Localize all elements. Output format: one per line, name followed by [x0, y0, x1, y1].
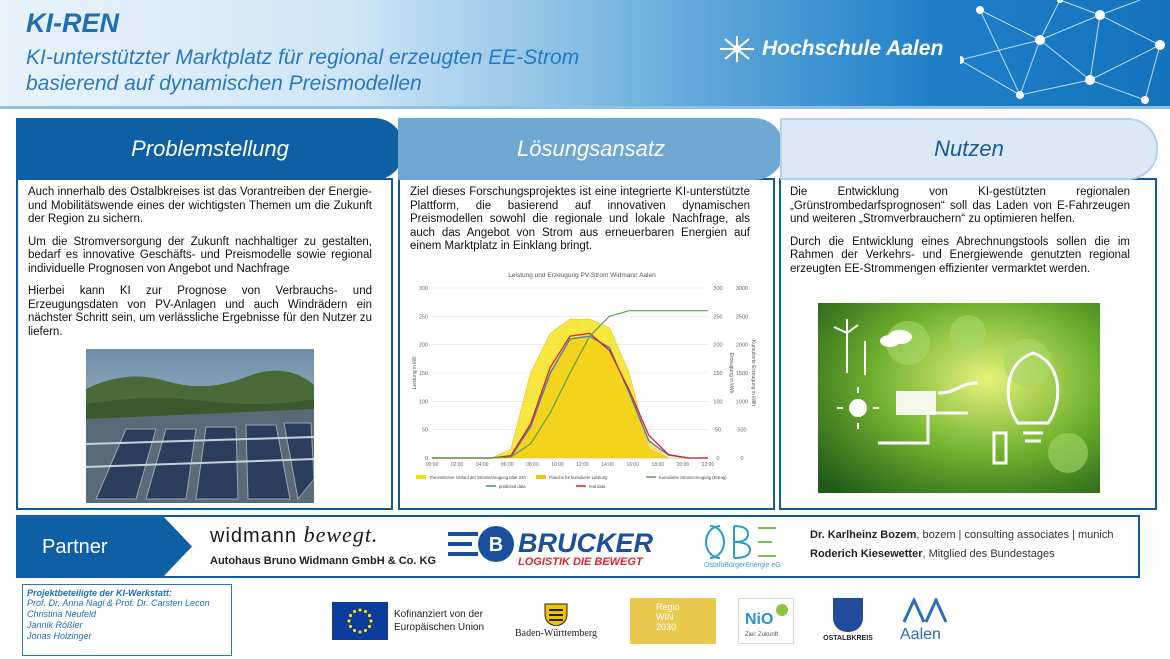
legend-swatch: [416, 475, 426, 479]
x-tick-label: 06:00: [501, 462, 514, 468]
bw-text: Baden-Württemberg: [514, 628, 597, 639]
x-tick-label: 10:00: [551, 462, 564, 468]
x-tick-label: 20:00: [676, 462, 690, 468]
svg-text:B: B: [488, 534, 504, 556]
problem-text: [28, 186, 372, 348]
x-tick-label: 12:00: [576, 462, 589, 468]
eu-funding-text: [394, 608, 484, 634]
header-banner: [0, 0, 1170, 106]
bw-logo: [506, 600, 606, 644]
eu-star: [364, 610, 367, 613]
team-member: Jannik Rößler: [27, 620, 83, 630]
subtitle-line-2: basierend auf dynamischen Preismodellen: [26, 72, 422, 95]
y3-tick-label: 2500: [735, 314, 749, 321]
y-tick-label: 300: [418, 286, 428, 292]
brucker-name: BRUCKER: [518, 528, 653, 558]
person-2-detail: , Mitglied des Bundestages: [922, 548, 1055, 560]
nio-subtext: Ziel: Zukunft: [745, 632, 779, 638]
team-member: Prof. Dr. Anna Nagl & Prof. Dr. Carsten Lecon: [27, 598, 210, 608]
y-axis-label: Leistung in kW: [412, 356, 418, 390]
x-tick-label: 22:00: [701, 462, 715, 468]
legend-label: Theoretischer Verlauf der Stromerzeugung über 24h: [429, 475, 526, 480]
eu-star: [353, 629, 356, 632]
y2-tick-label: 150: [713, 371, 723, 377]
legend-label: predicted data: [499, 484, 526, 489]
y3-tick-label: 1000: [735, 399, 749, 406]
regiowin-logo: [630, 598, 716, 644]
problem-panel-title: Problemstellung: [16, 118, 404, 180]
person-2-name: Roderich Kiesewetter: [810, 548, 923, 560]
partner-person-1: [810, 529, 1113, 541]
university-name: Hochschule Aalen: [762, 37, 944, 60]
legend-swatch: [536, 475, 546, 479]
solar-roof-photo: [86, 349, 314, 503]
problem-paragraph-1: Auch innerhalb des Ostalbkreises ist das Vorantreiben der Energie- und Mobilitätswende eines der wichtigsten Themen um die Zukunft der Region zu sichern.: [28, 186, 372, 225]
series-cumulative-area: [432, 336, 708, 458]
page-subtitle: [26, 45, 646, 97]
benefit-text: [790, 186, 1130, 285]
team-box: [22, 584, 232, 656]
y3-tick-label: 1500: [735, 371, 749, 377]
eu-star: [369, 619, 372, 622]
y-tick-label: 50: [421, 427, 428, 434]
y3-tick-label: 3000: [735, 286, 749, 292]
eu-star: [368, 614, 371, 617]
x-tick-label: 16:00: [626, 462, 639, 468]
y2-tick-label: 250: [713, 314, 723, 321]
eu-star: [347, 619, 350, 622]
x-tick-label: 04:00: [475, 462, 489, 468]
y-tick-label: 150: [418, 371, 428, 377]
regiowin-text: [656, 602, 680, 632]
x-tick-label: 08:00: [526, 462, 539, 468]
brucker-logo: [448, 524, 668, 568]
green-energy-illustration: [818, 303, 1100, 493]
eu-line-2: Europäischen Union: [394, 622, 485, 633]
y-tick-label: 200: [418, 342, 428, 349]
y3-tick-label: 0: [740, 456, 744, 462]
y3-axis-label: Kumulierte Erzeugung in kWh: [750, 339, 756, 407]
partner-person-2: [810, 548, 1055, 560]
chart-title: Leistung und Erzeugung PV-Strom Widmann Aalen: [508, 272, 656, 279]
bw-crest-icon: [541, 600, 571, 626]
widmann-brand: widmann: [210, 525, 298, 547]
x-tick-label: 00:00: [425, 462, 439, 468]
y2-tick-label: 300: [713, 286, 723, 292]
eu-line-1: Kofinanziert von der: [394, 609, 483, 620]
problem-paragraph-3: Hierbei kann KI zur Prognose von Verbrauchs- und Erzeugungsdaten von PV-Anlagen und auch Windrädern ein nächster Schritt sein, um verlässliche Ergebnisse für den Nutzer zu liefern.: [28, 285, 372, 338]
brucker-slogan: LOGISTIK DIE BEWEGT: [518, 556, 643, 568]
problem-paragraph-2: Um die Stromversorgung der Zukunft nachhaltiger zu gestalten, bedarf es innovative Geschäfts- und Preismodelle sowie regional individuelle Prognosen von Angebot und Nachfrage: [28, 235, 372, 275]
person-1-name: Dr. Karlheinz Bozem: [810, 529, 917, 541]
aalen-logo: [896, 596, 956, 648]
benefit-paragraph-2: Durch die Entwicklung eines Abrechnungstools sollen die im Rahmen der Verkehrs- und Energiewende genutzten regional erzeugten EE-Strommengen effizienter vermarktet werden.: [790, 235, 1130, 275]
widmann-logo: [210, 522, 378, 548]
y-tick-label: 100: [418, 399, 428, 406]
solution-paragraph-1: Ziel dieses Forschungsprojektes ist eine integrierte KI-unterstützte Plattform, die basierend auf innovativen dynamischen Preismodellen sowohl die regionale und lokale Nachfrage, als auch das Angebot von Strom aus erneuerbaren Energien auf einem Marktplatz in Einklang bringt.: [410, 186, 750, 252]
ostalb-text: OSTALBKREIS: [823, 635, 873, 642]
benefit-panel-title: Nutzen: [780, 118, 1158, 180]
y2-tick-label: 50: [714, 427, 722, 434]
eu-star: [353, 610, 356, 613]
page-title: KI-REN: [26, 8, 119, 38]
team-heading: Projektbeteiligte der KI-Werkstatt:: [27, 588, 172, 598]
subtitle-line-1: KI-unterstützter Marktplatz für regional erzeugten EE-Strom: [26, 46, 580, 69]
eu-star: [364, 629, 367, 632]
obe-label: OstalbBürgerEnergie eG: [704, 562, 781, 569]
y-tick-label: 250: [418, 314, 428, 321]
solution-panel-title: Lösungsansatz: [398, 118, 784, 180]
widmann-company: Autohaus Bruno Widmann GmbH & Co. KG: [210, 555, 436, 567]
aalen-mark-icon: [902, 598, 952, 624]
eu-star: [368, 625, 371, 628]
ostalb-crest-icon: [833, 598, 863, 632]
y2-tick-label: 0: [716, 456, 720, 462]
legend-label: Kumulierte Stromerzeugung (Ertrag): [659, 475, 727, 480]
y3-tick-label: 500: [737, 427, 747, 434]
eu-star: [358, 630, 361, 633]
team-member: Jonas Holzinger: [27, 631, 92, 641]
regiowin-line-3: 2030: [656, 622, 677, 632]
regiowin-line-2: WIN: [656, 612, 674, 622]
regiowin-line-1: Regio: [656, 602, 680, 612]
widmann-tagline: bewegt.: [303, 522, 379, 547]
header-divider: [0, 106, 1170, 109]
benefit-paragraph-1: Die Entwicklung von KI-gestützten regionalen „Grünstrombedarfsprognosen“ soll das Laden von E-Fahrzeugen und weiteren „Stromverbrauchern“ zu optimieren helfen.: [790, 186, 1130, 225]
partner-label: Partner: [42, 536, 108, 558]
eu-star: [349, 625, 352, 628]
x-tick-label: 18:00: [651, 462, 665, 468]
y2-axis-label: Erzeugung in kWh: [728, 352, 734, 394]
x-tick-label: 02:00: [450, 462, 464, 468]
y2-tick-label: 100: [713, 399, 723, 406]
legend-label: Flaeche für kumulierte Leistung: [549, 475, 608, 480]
network-graphic: [960, 0, 1170, 106]
nio-leaf-icon: [775, 603, 789, 617]
ostalbkreis-logo: [818, 598, 878, 646]
nio-text: NiO: [745, 611, 774, 628]
pv-chart: [406, 270, 758, 496]
legend-label: real data: [589, 484, 606, 489]
person-1-detail: , bozem | consulting associates | munich: [916, 529, 1114, 541]
chart-plot: [406, 270, 758, 496]
spark-icon: [716, 34, 758, 64]
team-member: Christina Neufeld: [27, 609, 97, 619]
eu-flag-icon: [332, 602, 388, 640]
solution-text: [410, 186, 750, 263]
x-tick-label: 14:00: [601, 462, 614, 468]
nio-logo: [738, 598, 794, 644]
y3-tick-label: 2000: [735, 342, 749, 349]
aalen-text: Aalen: [900, 626, 941, 643]
eu-star: [349, 614, 352, 617]
eu-star: [358, 608, 361, 611]
y2-tick-label: 200: [713, 342, 723, 349]
y-tick-label: 0: [424, 456, 428, 462]
university-logo: [716, 34, 943, 64]
